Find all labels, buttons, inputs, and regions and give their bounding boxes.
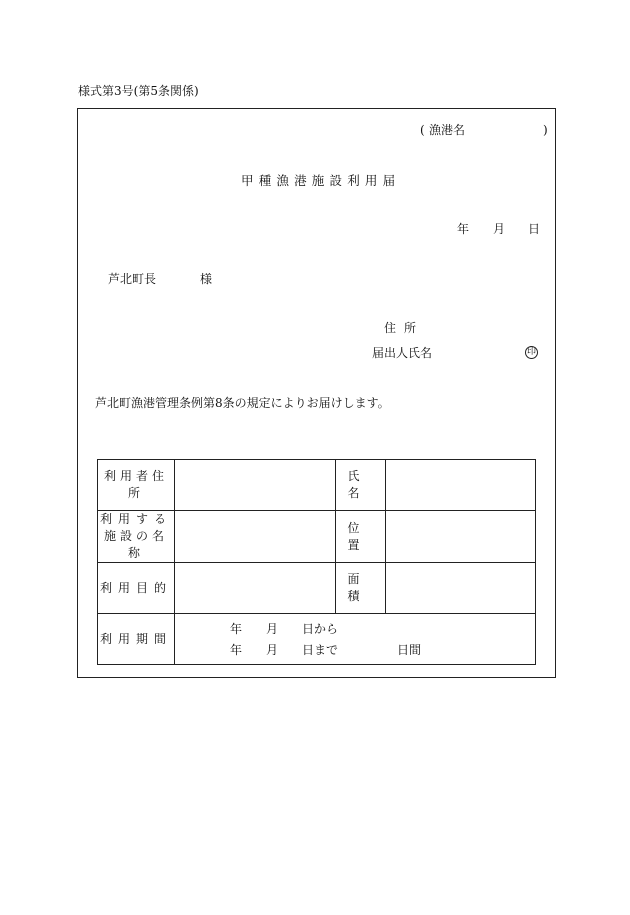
period-from-year: 年 [230,622,243,636]
notification-statement: 芦北町漁港管理条例第8条の規定によりお届けします。 [95,396,390,410]
seal-mark-icon: 印 [526,347,536,357]
form-number-label: 様式第3号(第5条関係) [78,84,199,98]
user-address-label: 利用者住所 [98,460,175,511]
period-to-day: 日まで [302,643,339,657]
date-day-label: 日 [528,222,541,236]
location-field[interactable] [386,511,536,563]
user-address-field[interactable] [175,460,336,511]
usage-info-table [97,459,536,665]
document-title: 甲種漁港施設利用届 [241,173,401,188]
period-days: 日間 [397,643,422,657]
table-row [98,460,536,511]
facility-name-field[interactable] [175,511,336,563]
notifier-name-label: 届出人氏名 [372,346,433,360]
purpose-field[interactable] [175,563,336,614]
name-label: 氏名 [336,460,386,511]
location-label: 位置 [336,511,386,563]
area-field[interactable] [386,563,536,614]
table-row [98,614,536,665]
addressee-honorific: 様 [200,272,213,286]
facility-name-label: 利用する 施設の名称 [98,511,175,563]
purpose-label: 利用目的 [98,563,175,614]
period-to-year: 年 [230,643,243,657]
notifier-address-label: 住所 [384,321,425,335]
period-from-month: 月 [266,622,279,636]
area-label: 面積 [336,563,386,614]
date-month-label: 月 [493,222,506,236]
period-field[interactable] [175,614,536,665]
period-from-day: 日から [302,622,339,636]
port-name-close-paren: ) [543,123,548,137]
table-row [98,511,536,563]
period-label: 利用期間 [98,614,175,665]
port-name-open-paren: ( [420,123,425,137]
port-name-label: 漁港名 [429,123,466,137]
table-row [98,563,536,614]
name-field[interactable] [386,460,536,511]
date-year-label: 年 [457,222,470,236]
addressee-name: 芦北町長 [108,272,157,286]
period-to-month: 月 [266,643,279,657]
